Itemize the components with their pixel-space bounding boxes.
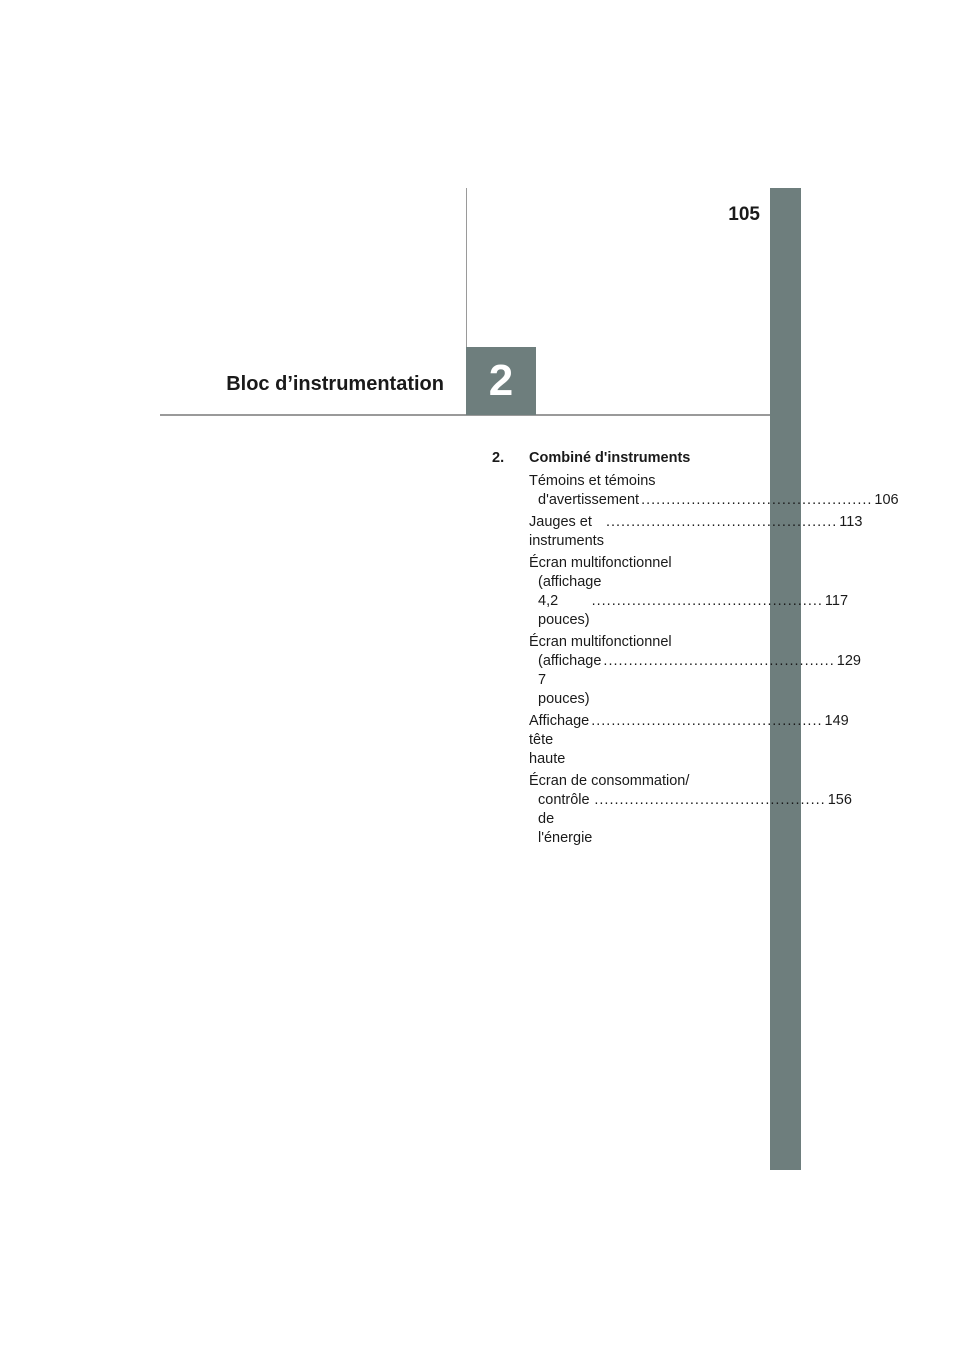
toc-entry-row [529,513,863,551]
dot-leader: .............................................. [594,792,826,808]
toc-heading-number: 2. [492,450,505,466]
toc-heading [492,449,740,468]
dot-leader: .............................................. [591,713,823,729]
dot-leader: .............................................. [605,514,838,530]
chapter-number: 2 [488,356,514,405]
toc-entry-title: (affichage 7 pouces) [538,653,602,707]
toc-entry-title: Jauges et instruments [529,514,604,549]
table-of-contents [492,449,899,851]
dot-leader: .............................................. [641,492,873,508]
toc-entry[interactable] [492,772,852,848]
toc-entry-title: Affichage tête haute [529,713,590,767]
section-title: Bloc d’instrumentation [226,373,444,395]
toc-entry-line: Témoins et témoins [529,473,656,489]
toc-entry-page: 129 [836,653,861,669]
toc-entry-line: Écran de consommation/ [529,773,690,789]
toc-entry-row [529,712,849,769]
toc-entry-line: (affichage [538,574,602,590]
toc-entry[interactable] [492,513,863,551]
toc-entry-row [529,652,861,709]
toc-entry-page: 149 [824,713,849,729]
toc-entry-page: 106 [874,492,899,508]
toc-entry-title: d'avertissement [538,492,640,508]
toc-entry-line: Écran multifonctionnel [529,634,672,650]
toc-entry[interactable] [492,633,861,709]
toc-entry[interactable] [492,554,849,630]
toc-entry-page: 156 [827,792,852,808]
toc-entry-page: 117 [824,593,849,609]
chapter-number-box [466,347,536,415]
vertical-divider [466,188,467,348]
side-tab-bar [770,188,801,1170]
toc-heading-title: Combiné d'instruments [529,450,691,466]
page-number: 105 [728,204,760,225]
toc-entry-title: contrôle de l'énergie [538,792,593,846]
dot-leader: .............................................. [591,593,823,609]
toc-entry-row [529,592,849,630]
horizontal-divider [160,414,770,416]
toc-entry-row [529,491,899,510]
toc-entry-title: 4,2 pouces) [538,593,590,628]
dot-leader: .............................................. [603,653,835,669]
toc-entry-line: Écran multifonctionnel [529,555,672,571]
toc-entry-row [529,791,852,848]
toc-entry[interactable] [492,472,899,510]
toc-entry-page: 113 [839,514,863,530]
toc-entry[interactable] [492,712,849,769]
